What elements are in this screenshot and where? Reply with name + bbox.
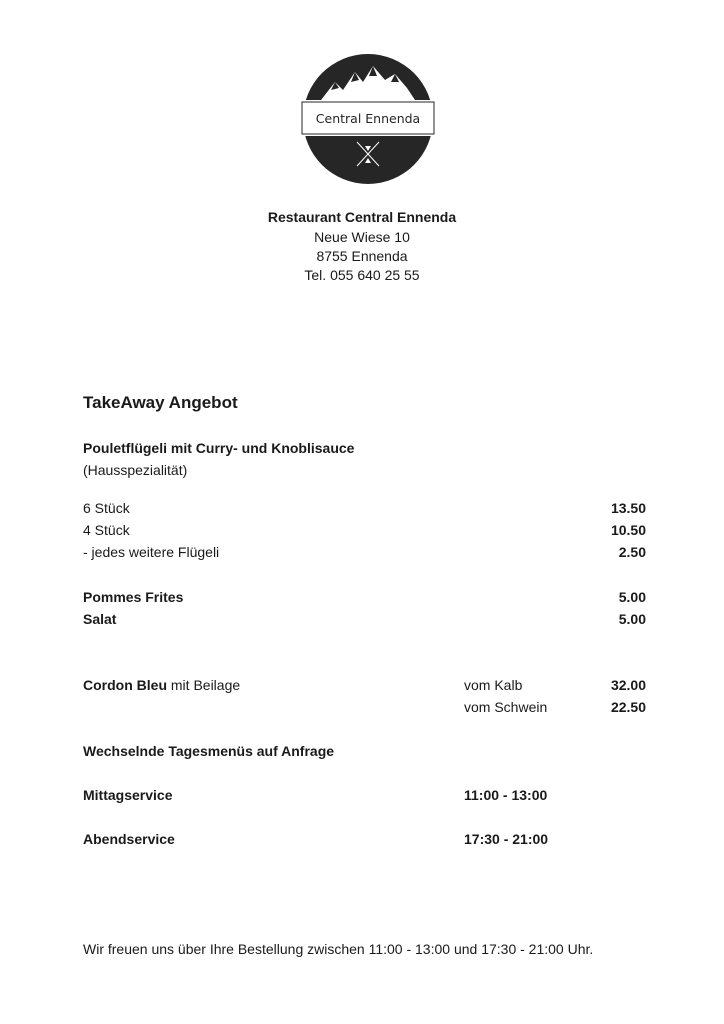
wings-item-label: 6 Stück — [83, 500, 130, 516]
wings-item-price: 13.50 — [610, 500, 646, 516]
logo-text: Central Ennenda — [315, 111, 421, 126]
wings-name: Pouletflügeli mit Curry- und Knoblisauce — [83, 440, 355, 456]
side-price: 5.00 — [618, 589, 646, 605]
cordon-bleu-line — [83, 677, 240, 693]
service-label: Abendservice — [83, 831, 175, 847]
cordon-option-label: vom Kalb — [464, 677, 523, 693]
cordon-option-price: 22.50 — [610, 699, 646, 715]
service-time: 11:00 - 13:00 — [464, 787, 548, 803]
restaurant-name: Restaurant Central Ennenda — [267, 209, 457, 225]
side-label: Salat — [83, 611, 117, 627]
wings-item-label: 4 Stück — [83, 522, 130, 538]
restaurant-city: 8755 Ennenda — [316, 248, 408, 264]
service-time: 17:30 - 21:00 — [464, 831, 549, 847]
cordon-option-label: vom Schwein — [464, 699, 548, 715]
service-label: Mittagservice — [83, 787, 173, 803]
wings-item-label: - jedes weitere Flügeli — [83, 544, 220, 560]
side-label: Pommes Frites — [83, 589, 184, 605]
cordon-bleu-suffix: mit Beilage — [167, 677, 241, 693]
side-price: 5.00 — [618, 611, 646, 627]
menu-title: TakeAway Angebot — [83, 393, 238, 412]
wings-item-price: 10.50 — [610, 522, 646, 538]
restaurant-logo — [301, 52, 435, 186]
wings-note: (Hausspezialität) — [83, 462, 188, 478]
footer-note: Wir freuen uns über Ihre Bestellung zwischen 11:00 - 13:00 und 17:30 - 21:00 Uhr. — [83, 941, 594, 957]
restaurant-phone: Tel. 055 640 25 55 — [304, 267, 420, 283]
daily-menu-note: Wechselnde Tagesmenüs auf Anfrage — [83, 743, 335, 759]
cordon-bleu-name: Cordon Bleu — [83, 677, 167, 693]
restaurant-street: Neue Wiese 10 — [314, 229, 410, 245]
wings-item-price: 2.50 — [618, 544, 646, 560]
cordon-option-price: 32.00 — [610, 677, 646, 693]
